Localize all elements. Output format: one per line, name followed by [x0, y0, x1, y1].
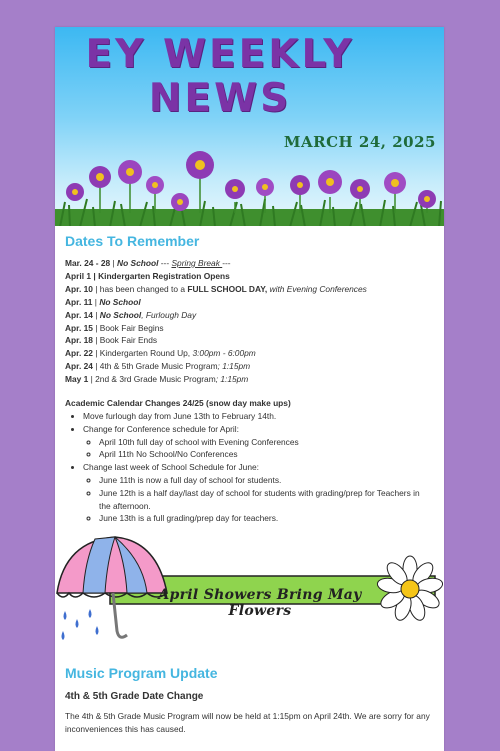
event-text: ; 1:15pm: [215, 374, 249, 385]
date-item: [65, 322, 434, 335]
list-item: ◦ June 13th is a full grading/prep day for teachers.: [99, 512, 434, 525]
separator: |: [92, 309, 100, 320]
date-label: Mar. 24 - 28: [65, 258, 111, 268]
newsletter-title: [55, 33, 385, 121]
date-item: [65, 309, 434, 322]
date-item: [65, 283, 434, 296]
june-sublist: [83, 474, 434, 525]
paragraph-text: inconveniences this has caused.: [65, 723, 186, 734]
event-text: No School: [99, 309, 142, 320]
list-item: ◦ April 11th No School/No Conferences: [99, 448, 434, 461]
event-text: Book Fair Begins: [99, 322, 164, 333]
date-item: [65, 334, 434, 347]
dates-heading: Dates To Remember: [65, 233, 200, 249]
event-text: has been changed to a: [99, 283, 188, 294]
event-text: with Evening Conferences: [267, 283, 367, 294]
separator: |: [91, 270, 99, 281]
date-item: [65, 270, 434, 283]
event-text: 3:00pm - 6:00pm: [192, 348, 256, 359]
event-text: 4th & 5th Grade Music Program: [99, 361, 218, 372]
event-text: 2nd & 3rd Grade Music Program: [95, 374, 216, 385]
list-item: ◦ June 11th is now a full day of school for students.: [99, 474, 434, 487]
newsletter-date: MARCH 24, 2025: [283, 133, 436, 151]
list-item-text: June 12th is a half day/last day of school for students with grading/prep for Teachers in: [99, 487, 420, 498]
date-item: [65, 296, 434, 309]
separator: |: [92, 361, 100, 372]
music-subheading: 4th & 5th Grade Date Change: [65, 691, 204, 703]
event-text: , Furlough Day: [141, 309, 197, 320]
separator: |: [110, 258, 118, 268]
date-item: [65, 347, 434, 360]
april-sublist: [83, 436, 434, 462]
event-text: Kindergarten Registration Opens: [98, 270, 230, 281]
event-text: FULL SCHOOL DAY,: [187, 283, 268, 294]
list-item-text: Change for Conference schedule for April:: [83, 423, 239, 434]
music-paragraph: [65, 710, 430, 735]
list-item: ◦ April 10th full day of school with Evening Conferences: [99, 436, 434, 449]
date-label: Apr. 18: [65, 335, 93, 346]
raindrop-icons: [62, 609, 99, 640]
event-text: ---: [158, 258, 172, 268]
event-text: No School: [99, 296, 141, 307]
date-label: Apr. 11: [65, 296, 93, 307]
music-heading: Music Program Update: [65, 665, 218, 682]
paragraph-text: The 4th & 5th Grade Music Program will now be held at 1:15pm on April 24th. We are sorry for any: [65, 711, 430, 722]
event-text: ---: [222, 258, 231, 268]
event-text: ; 1:15pm: [217, 361, 251, 372]
separator: |: [92, 348, 100, 359]
ribbon-caption: April Showers Bring May Flowers: [158, 587, 362, 620]
purple-flowers: [66, 151, 436, 211]
event-text: No School: [117, 258, 159, 268]
event-text: Book Fair Ends: [99, 335, 158, 346]
date-label: Apr. 15: [65, 322, 93, 333]
date-label: Apr. 10: [65, 283, 93, 294]
april-showers-divider: [55, 531, 444, 651]
separator: |: [88, 374, 96, 385]
list-item: [99, 487, 434, 513]
date-label: Apr. 22: [65, 348, 93, 359]
event-text: Spring Break: [171, 258, 223, 268]
dates-list: [65, 257, 434, 386]
calendar-changes-heading: Academic Calendar Changes 24/25 (snow day make ups): [65, 398, 291, 409]
date-item: [65, 257, 434, 270]
date-label: Apr. 24: [65, 361, 93, 372]
title-line-2: NEWS: [148, 76, 292, 121]
date-item: [65, 360, 434, 373]
calendar-changes-list: [65, 410, 434, 525]
event-text: Kindergarten Round Up,: [99, 348, 193, 359]
newsletter-page: [55, 27, 444, 751]
list-item: [83, 461, 434, 525]
newsletter-content: [55, 226, 444, 735]
separator: |: [92, 283, 100, 294]
separator: |: [92, 335, 100, 346]
date-label: April 1: [65, 270, 92, 281]
list-item-text: Change last week of School Schedule for June:: [83, 462, 259, 473]
separator: |: [92, 322, 100, 333]
list-item-text: the afternoon.: [99, 500, 151, 511]
date-item: [65, 373, 434, 386]
header-banner: [55, 27, 444, 226]
date-label: Apr. 14: [65, 309, 93, 320]
list-item: [83, 423, 434, 461]
date-label: May 1: [65, 374, 89, 385]
daisy-icon: [376, 556, 443, 622]
list-item: • Move furlough day from June 13th to February 14th.: [83, 410, 434, 423]
separator: |: [92, 296, 100, 307]
title-line-1: EY WEEKLY: [85, 32, 355, 77]
flower-field-illustration: [55, 147, 444, 226]
